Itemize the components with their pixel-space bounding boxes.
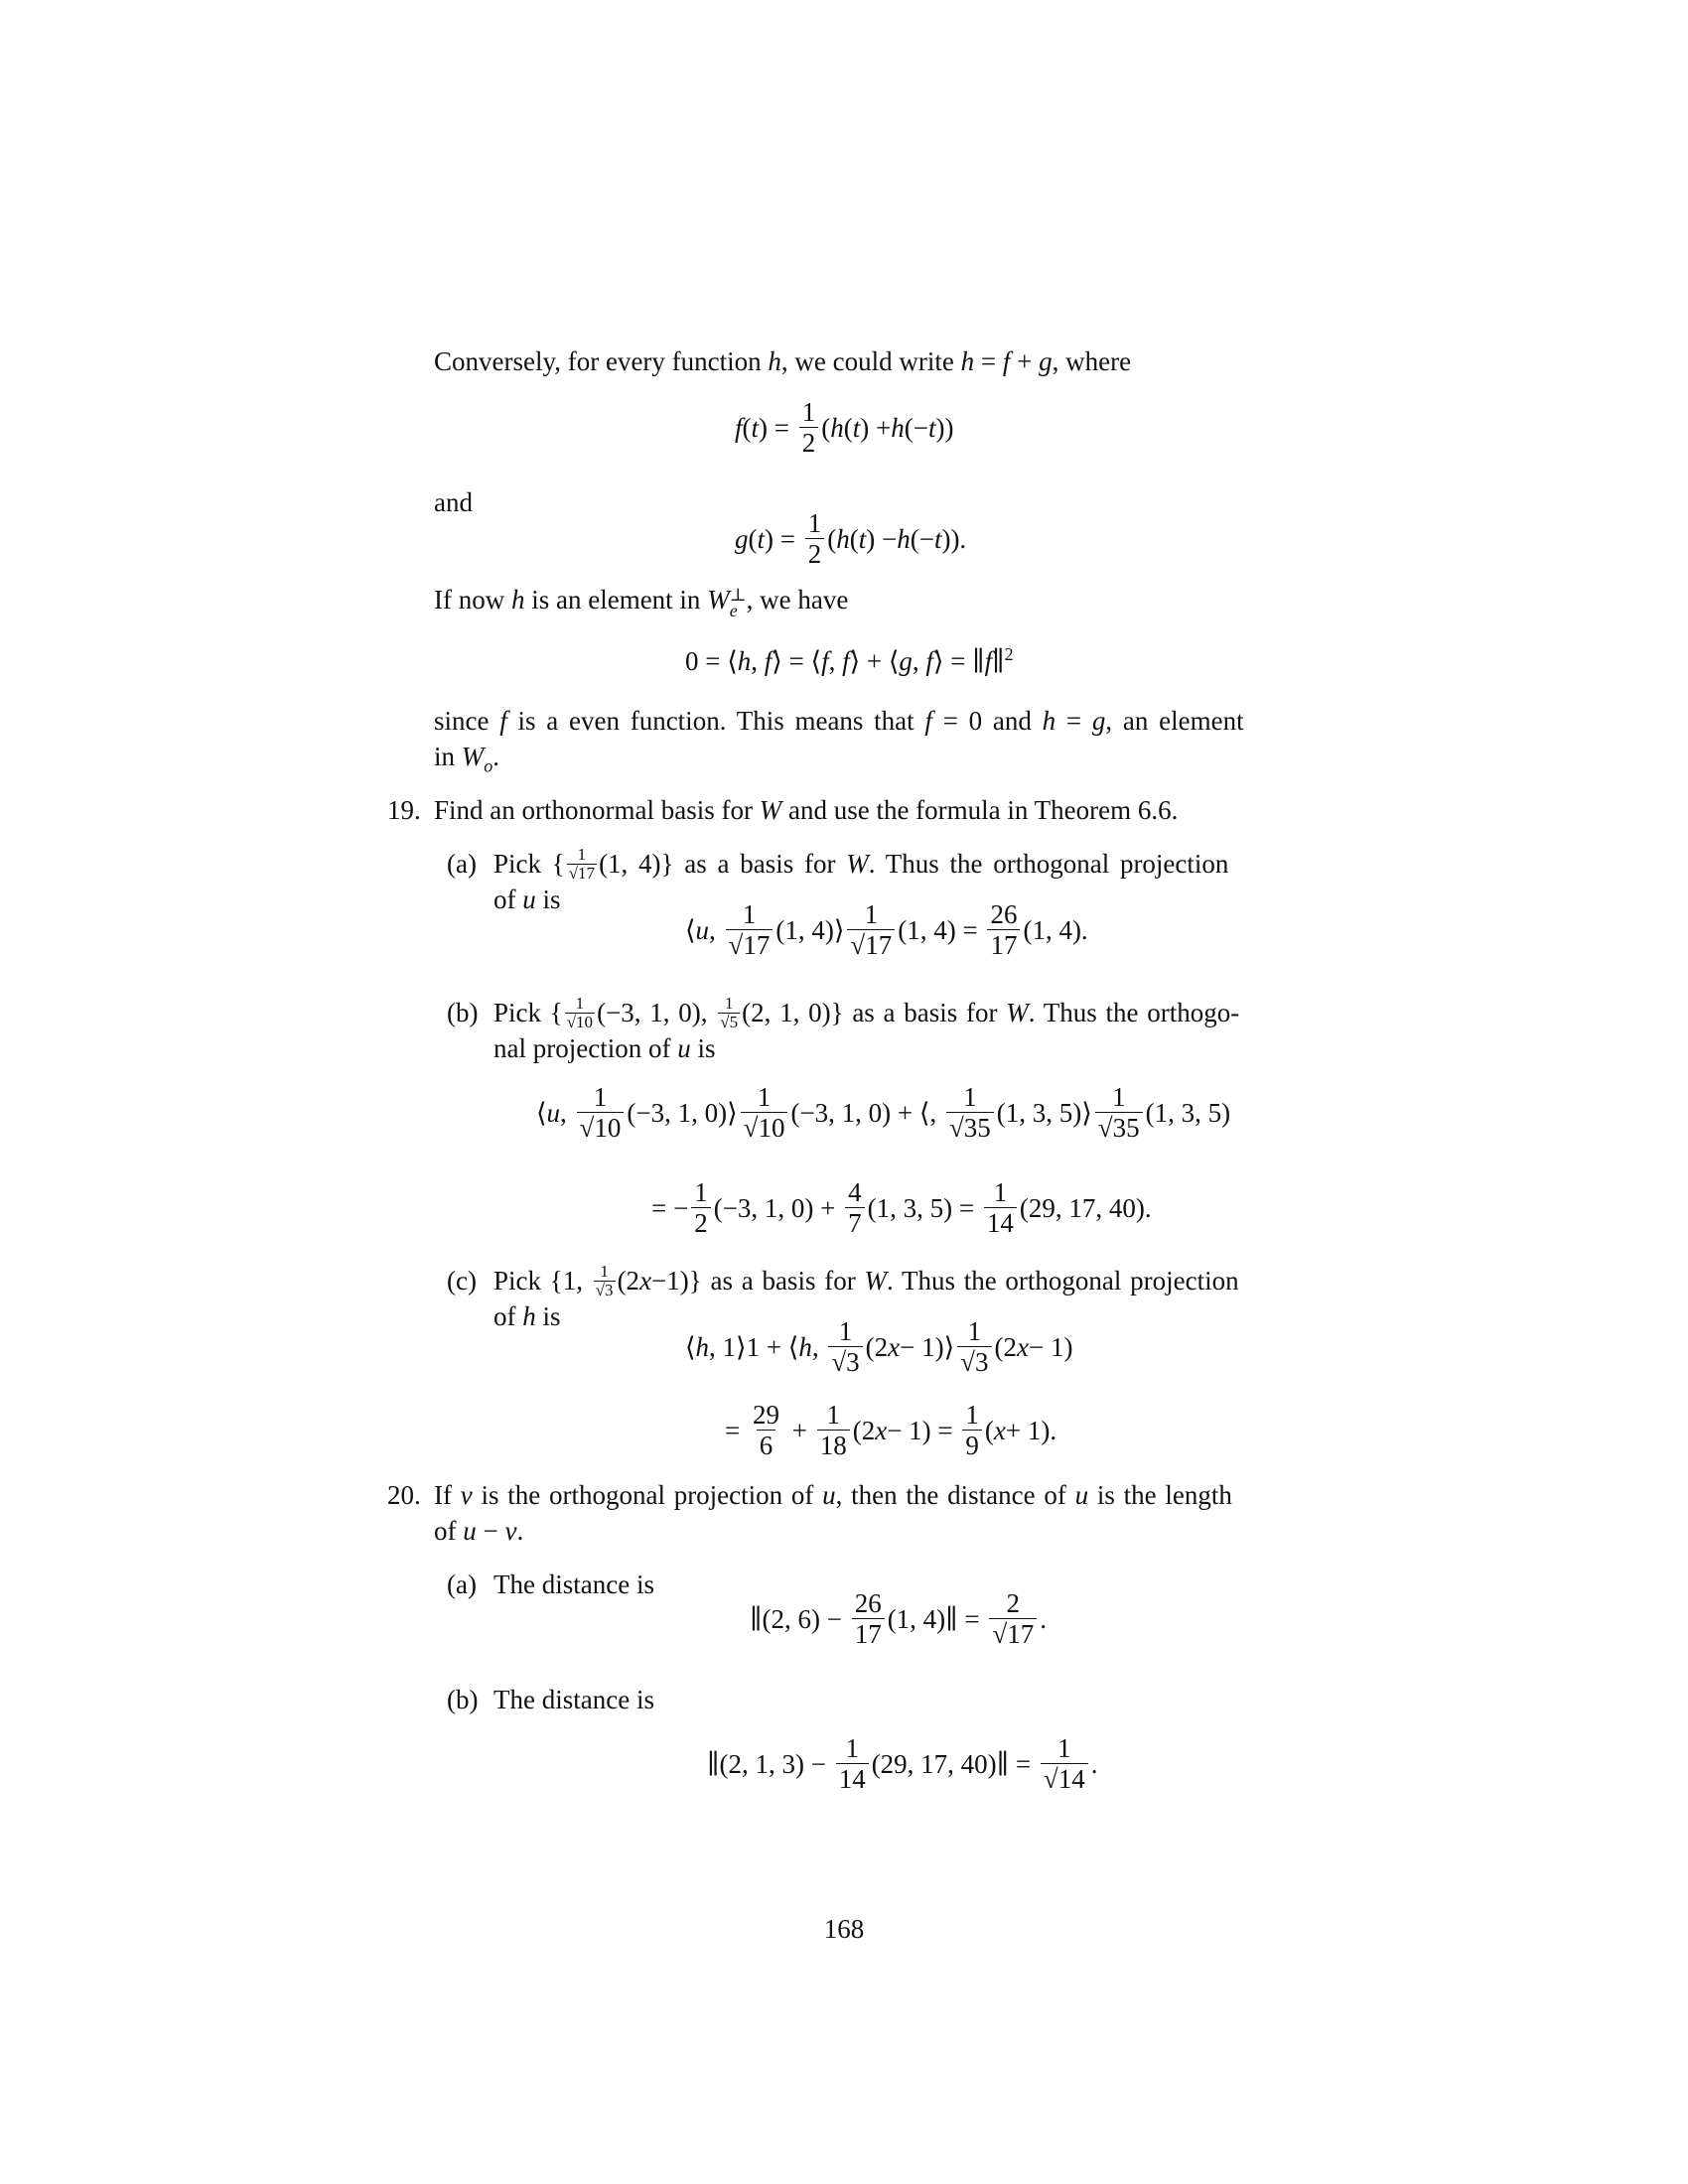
problem-19c-equation-2: = $\frac{29}{6}$ + $\frac{1}{18}$ (2 x − 1) = $\frac{1}{9}$ ( x + 1).	[725, 1400, 1057, 1460]
problem-20-line2: of u − v.	[434, 1516, 524, 1546]
problem-20b-equation: ∥(2, 1, 3) − $\frac{1}{14}$ (29, 17, 40)∥ = $\frac{1}{√14}$ .	[707, 1733, 1098, 1794]
problem-19-number: 19.	[387, 795, 421, 825]
since-line-1: since f is a even function. This means that f = 0 and h = g, an element	[434, 706, 1244, 736]
problem-19a-line2: of u is	[493, 885, 561, 914]
problem-20b-text: The distance is	[493, 1685, 654, 1714]
problem-19b-equation-1: ⟨ u , $\frac{1}{√10}$ (−3, 1, 0)⟩ $\frac{1}{√10}$ (−3, 1, 0) + ⟨, $\frac{1}{√35}$ (1, 3, 5)⟩ $\frac{1}{√35}$ (1, 3, 5)	[536, 1082, 1231, 1143]
problem-20b-label: (b)	[447, 1685, 479, 1714]
and-word: and	[434, 487, 473, 517]
problem-20-number: 20.	[387, 1480, 421, 1510]
problem-19c-label: (c)	[447, 1266, 477, 1296]
f-definition: f ( t ) = $\frac{1}{2}$ ( h ( t ) + h (− t ))	[735, 397, 954, 458]
problem-19b-equation-2: = − $\frac{1}{2}$ (−3, 1, 0) + $\frac{4}{7}$ (1, 3, 5) = $\frac{1}{14}$ (29, 17, 40).	[651, 1177, 1152, 1238]
problem-19c-equation-1: ⟨ h , 1⟩1 + ⟨ h , $\frac{1}{√3}$ (2 x − 1)⟩ $\frac{1}{√3}$ (2 x − 1)	[685, 1316, 1073, 1377]
problem-20-line1: If v is the orthogonal projection of u, then the distance of u is the length	[434, 1480, 1232, 1510]
problem-19b-line2: nal projection of u is	[493, 1033, 716, 1063]
problem-20a-text: The distance is	[493, 1570, 654, 1599]
intro-line: Conversely, for every function h, we could write h = f + g, where	[434, 346, 1132, 376]
problem-19b-label: (b)	[447, 998, 479, 1027]
g-definition: g ( t ) = $\frac{1}{2}$ ( h ( t ) − h (− t )).	[735, 508, 967, 569]
problem-19b-line1: Pick { $\frac{1}{√10}$ (−3, 1, 0), $\frac{1}{√5}$ (2, 1, 0)} as a basis for W. Thus the orthogo-	[493, 994, 1240, 1032]
problem-19c-line1: Pick {1, $\frac{1}{√3}$ (2x−1)} as a basis for W. Thus the orthogonal projection	[493, 1262, 1239, 1300]
since-line-2: in $W_o$.	[434, 742, 500, 776]
page-number: 168	[823, 1914, 865, 1944]
zero-equation: 0 = ⟨h, f⟩ = ⟨f, f⟩ + ⟨g, f⟩ = ∥f∥$^2$	[685, 644, 1014, 676]
problem-19a-line1: Pick { $\frac{1}{√17}$ (1, 4)} as a basis for W. Thus the orthogonal projection	[493, 845, 1229, 884]
problem-20a-label: (a)	[447, 1570, 477, 1599]
problem-20a-equation: ∥(2, 6) − $\frac{26}{17}$ (1, 4)∥ = $\frac{2}{√17}$ .	[750, 1588, 1047, 1649]
problem-19a-equation: ⟨ u , $\frac{1}{√17}$ (1, 4)⟩ $\frac{1}{√17}$ (1, 4) = $\frac{26}{17}$ (1, 4).	[685, 899, 1088, 960]
if-now-line: If now h is an element in W ⊥ e , we have	[434, 584, 849, 620]
problem-19a-label: (a)	[447, 849, 477, 879]
problem-19c-line2: of h is	[493, 1301, 561, 1331]
problem-19-statement: Find an orthonormal basis for W and use the formula in Theorem 6.6.	[434, 795, 1179, 825]
